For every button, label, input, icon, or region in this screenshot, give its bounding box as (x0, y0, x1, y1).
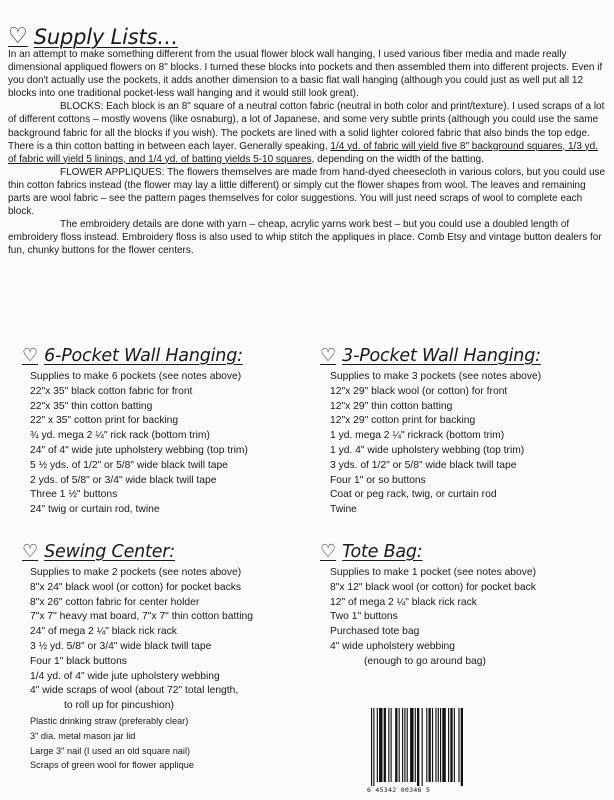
list-item: 12" of mega 2 ¼" black rick rack (330, 596, 477, 608)
barcode-bar (384, 708, 386, 782)
list-item: Scraps of green wool for flower applique (30, 760, 194, 771)
barcode-bar (388, 708, 389, 782)
barcode-bar (410, 708, 413, 782)
list-item: Coat or peg rack, twig, or curtain rod (330, 489, 497, 501)
list-item: 5 ½ yds. of 1/2" or 5/8" wide black twill tape (30, 459, 228, 471)
three-pocket-heading (320, 345, 541, 366)
six-pocket-heading (22, 345, 243, 366)
list-item: 24" of 4" wide jute upholstery webbing (top trim) (30, 444, 248, 456)
yield-note: 1/4 yd. of fabric will yield five 8" background squares, 1/3 yd. of fabric will yield 5 linings, and 1/4 yd. of batting yields 5-10 squares (8, 140, 598, 165)
barcode-bar (432, 708, 433, 782)
list-item: Purchased tote bag (330, 626, 420, 638)
list-item: Supplies to make 6 pockets (see notes above) (30, 371, 242, 382)
barcode-bar (373, 708, 374, 786)
heart-icon: ♡ (320, 541, 337, 562)
list-item: 8"x 12" black wool (or cotton) for pocket back (330, 581, 536, 593)
list-item: 22"x 35" black cotton fabric for front (30, 385, 193, 397)
barcode-bar (448, 708, 449, 782)
list-item: to roll up for pincushion) (64, 700, 174, 712)
blocks-paragraph (8, 100, 608, 165)
barcode-bar (371, 708, 372, 786)
barcode-bar (415, 708, 416, 782)
intro-paragraph: In an attempt to make something different from the usual flower block wall hanging, I used various fiber media and made really dimensional appliqued flowers on 8" blocks. I turned these blocks into pockets and then assembled them into different projects. Even if you don't actually use the pockets, it adds another dimension to a basic flat wall hanging (although you could just as well put all 12 blocks into one traditional pocket-less wall hanging and it would still look great). (8, 49, 603, 100)
barcode-bar (450, 708, 452, 782)
list-item: Plastic drinking straw (preferably clear) (30, 715, 189, 726)
tote-bag-heading (320, 541, 423, 562)
three-pocket-supply-list (330, 370, 541, 518)
list-item: 8"x 26" cotton fabric for center holder (30, 596, 200, 608)
page-title (8, 24, 178, 49)
blocks-text-end: , depending on the width of the batting. (311, 153, 484, 165)
blocks-text: BLOCKS: Each block is an 8" square of a neutral cotton fabric (neutral in both color and print/texture). I used scraps of a lot of different cottons – mostly wovens (like osnaburg), a lot of Japanese, and some very subtle prints (although you could use the same background fabric for all the blocks if you wish). The pockets are lined with a solid lighter colored fabric that also binds the top edge. There is a thin cotton batting in between each layer. Generally speaking, (8, 101, 605, 152)
barcode-bar (417, 708, 419, 786)
three-pocket-heading-text: 3-Pocket Wall Hanging: (342, 345, 541, 366)
list-item: 24" twig or curtain rod, twine (30, 504, 160, 516)
barcode-bar (404, 708, 405, 782)
list-item: 4" wide upholstery webbing (330, 640, 456, 652)
tote-bag-supply-list (330, 566, 536, 670)
list-item: 7"x 7" heavy mat board, 7"x 7" thin cotton batting (30, 611, 253, 623)
list-item: Twine (330, 504, 357, 516)
barcode-bars (367, 706, 467, 786)
barcode-bar (438, 708, 439, 782)
sewing-center-supply-list (30, 566, 253, 773)
list-item: Four 1" or so buttons (330, 474, 426, 486)
list-item: 3 yds. of 1/2" or 5/8" wide black twill tape (330, 459, 517, 471)
list-item: Two 1" buttons (330, 611, 398, 623)
list-item: 8"x 24" black wool (or cotton) for pocket backs (30, 581, 242, 593)
intro-text (8, 48, 608, 258)
page-title-text: Supply Lists… (33, 24, 179, 49)
list-item: 1 yd. 4" wide upholstery webbing (top trim) (330, 444, 525, 456)
flower-appliques-paragraph: FLOWER APPLIQUES: The flowers themselves are made from hand-dyed cheesecloth in various colors, but you could use thin cotton fabrics instead (the flower may lay a little different) or simply cut the flower shapes from wool. The leaves and remaining parts are wool fabric – see the pattern pages themselves for color suggestions. You will just need scraps of wool to complete each block. (8, 166, 606, 218)
list-item: Large 3" nail (I used an old square nail) (30, 745, 191, 756)
heart-icon: ♡ (22, 345, 39, 366)
heart-icon: ♡ (22, 541, 39, 562)
list-item: 24" of mega 2 ¼" black rick rack (30, 626, 177, 638)
sewing-center-heading-text: Sewing Center: (44, 541, 175, 562)
list-item: Supplies to make 1 pocket (see notes above) (330, 567, 537, 578)
list-item: Three 1 ½" buttons (30, 489, 118, 501)
barcode-bar (391, 708, 392, 782)
list-item: 22" x 35" cotton print for backing (30, 415, 179, 427)
barcode-number: 6 45342 00346 5 (367, 786, 431, 794)
list-item: 3" dia. metal mason jar lid (30, 730, 136, 741)
barcode-bar (458, 708, 459, 782)
list-item: (enough to go around bag) (364, 655, 486, 667)
sewing-center-heading (22, 541, 175, 562)
barcode-bar (379, 708, 382, 782)
barcode-bar (461, 708, 463, 786)
list-item: 12"x 29" cotton print for backing (330, 415, 476, 427)
barcode (367, 706, 467, 798)
barcode-bar (435, 708, 436, 782)
list-item: Four 1" black buttons (30, 655, 127, 667)
list-item: 12"x 29" black wool (or cotton) for front (330, 385, 508, 397)
list-item: Supplies to make 3 pockets (see notes above) (330, 371, 542, 382)
barcode-bar (402, 708, 403, 782)
tote-bag-heading-text: Tote Bag: (342, 541, 423, 562)
list-item: Supplies to make 2 pockets (see notes above) (30, 567, 242, 578)
barcode-bar (407, 708, 408, 782)
barcode-bar (440, 708, 441, 782)
barcode-bar (422, 708, 423, 786)
six-pocket-supply-list (30, 370, 248, 518)
six-pocket-heading-text: 6-Pocket Wall Hanging: (44, 345, 243, 366)
list-item: 22"x 35" thin cotton batting (30, 400, 153, 412)
list-item: 1/4 yd. of 4" wide jute upholstery webbing (30, 670, 220, 682)
list-item: 2 yds. of 5/8" or 3/4" wide black twill tape (30, 474, 217, 486)
heart-icon: ♡ (8, 24, 28, 50)
list-item: 3 ½ yd. 5/8" or 3/4" wide black twill tape (30, 640, 212, 652)
barcode-bar (442, 708, 445, 782)
list-item: 1 yd. mega 2 ¼" rickrack (bottom trim) (330, 430, 505, 442)
barcode-bar (426, 708, 427, 782)
barcode-bar (377, 708, 378, 782)
barcode-bar (395, 708, 397, 782)
heart-icon: ♡ (320, 345, 337, 366)
list-item: 12"x 29" thin cotton batting (330, 400, 453, 412)
embroidery-paragraph: The embroidery details are done with yarn – cheap, acrylic yarns work best – but you could use a doubled length of embroidery floss instead. Embroidery floss is also used to whip stitch the appliques in place. Comb Etsy and vintage button dealers for fun, chunky buttons for the flower centers. (8, 219, 602, 257)
barcode-bar (399, 708, 400, 782)
list-item: ¾ yd. mega 2 ¼" rick rack (bottom trim) (30, 430, 210, 442)
barcode-bar (454, 708, 455, 782)
list-item: 4" wide scraps of wool (about 72" total length, (30, 685, 239, 697)
barcode-bar (429, 708, 431, 782)
